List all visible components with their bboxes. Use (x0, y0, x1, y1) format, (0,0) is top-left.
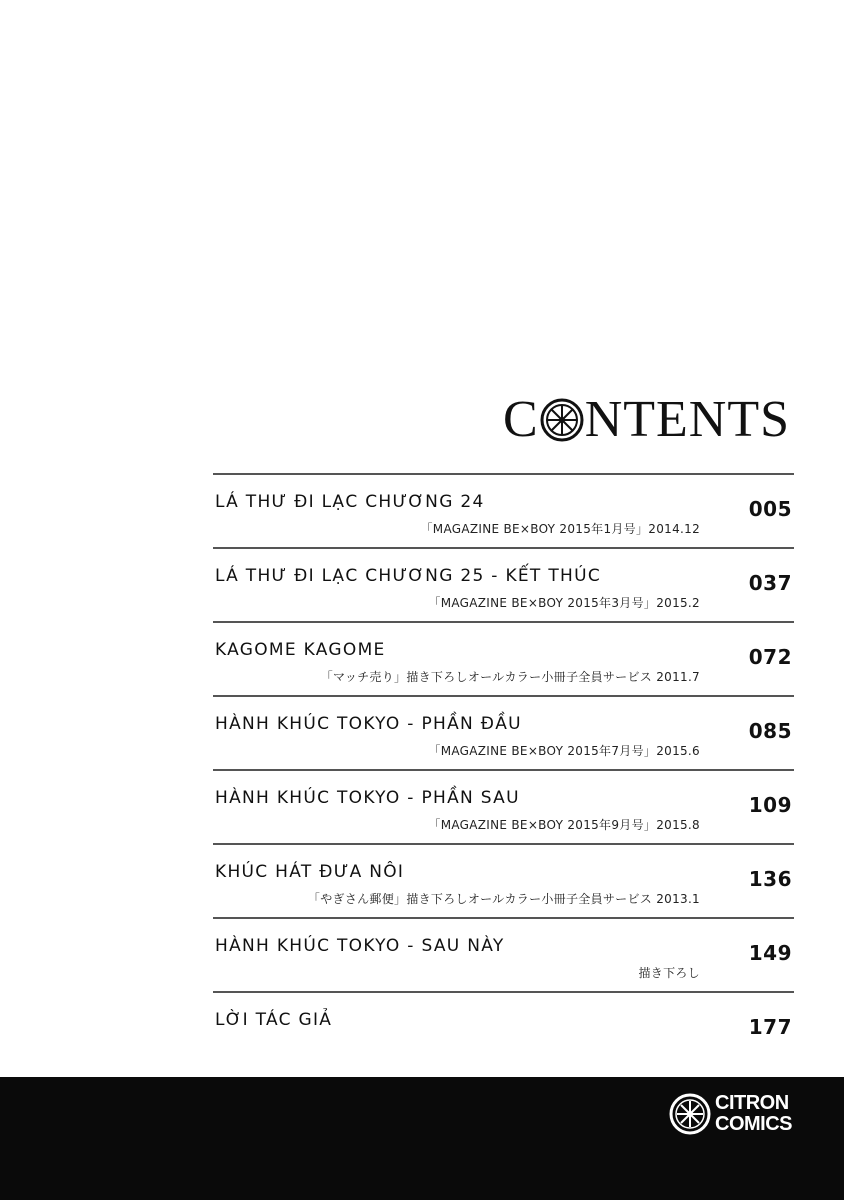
entry-source: 「やぎさん郵便」描き下ろしオールカラー小冊子全員サービス 2013.1 (307, 892, 700, 906)
toc-entry (213, 845, 794, 917)
entry-title: HÀNH KHÚC TOKYO - PHẦN ĐẦU (215, 714, 522, 734)
entry-page-number: 109 (748, 793, 792, 817)
lemon-slice-icon (669, 1093, 711, 1135)
entry-source: 「MAGAZINE BE×BOY 2015年1月号」2014.12 (420, 522, 700, 536)
entry-page-number: 177 (748, 1015, 792, 1039)
entry-title: LỜI TÁC GIẢ (215, 1010, 333, 1030)
publisher-logo (669, 1093, 792, 1135)
toc-entry (213, 623, 794, 695)
entry-page-number: 072 (748, 645, 792, 669)
entry-page-number: 085 (748, 719, 792, 743)
contents-heading-pre: C (503, 391, 539, 448)
entry-title: LÁ THƯ ĐI LẠC CHƯƠNG 25 - KẾT THÚC (215, 566, 602, 586)
entry-source: 「MAGAZINE BE×BOY 2015年7月号」2015.6 (428, 744, 700, 758)
toc-entry (213, 919, 794, 991)
entry-title: KHÚC HÁT ĐƯA NÔI (215, 862, 405, 882)
entry-page-number: 005 (748, 497, 792, 521)
toc-entry (213, 549, 794, 621)
entry-source: 「MAGAZINE BE×BOY 2015年3月号」2015.2 (428, 596, 700, 610)
entry-page-number: 136 (748, 867, 792, 891)
entry-title: LÁ THƯ ĐI LẠC CHƯƠNG 24 (215, 492, 485, 512)
toc-entry (213, 771, 794, 843)
toc-entry (213, 993, 794, 1065)
entry-title: HÀNH KHÚC TOKYO - SAU NÀY (215, 936, 505, 956)
logo-line-2: COMICS (715, 1113, 792, 1135)
logo-line-1: CITRON (715, 1092, 789, 1114)
contents-heading-post: NTENTS (584, 391, 791, 448)
entry-source: 「MAGAZINE BE×BOY 2015年9月号」2015.8 (428, 818, 700, 832)
entry-source: 描き下ろし (638, 966, 700, 980)
table-of-contents (213, 473, 794, 1065)
entry-title: HÀNH KHÚC TOKYO - PHẦN SAU (215, 788, 520, 808)
logo-wordmark (715, 1093, 792, 1135)
entry-page-number: 037 (748, 571, 792, 595)
footer-band (0, 1077, 844, 1200)
entry-title: KAGOME KAGOME (215, 640, 386, 660)
entry-source: 「マッチ売り」描き下ろしオールカラー小冊子全員サービス 2011.7 (320, 670, 700, 684)
toc-entry (213, 697, 794, 769)
contents-heading (503, 390, 803, 450)
citrus-slice-icon (540, 398, 584, 442)
entry-page-number: 149 (748, 941, 792, 965)
toc-entry (213, 475, 794, 547)
